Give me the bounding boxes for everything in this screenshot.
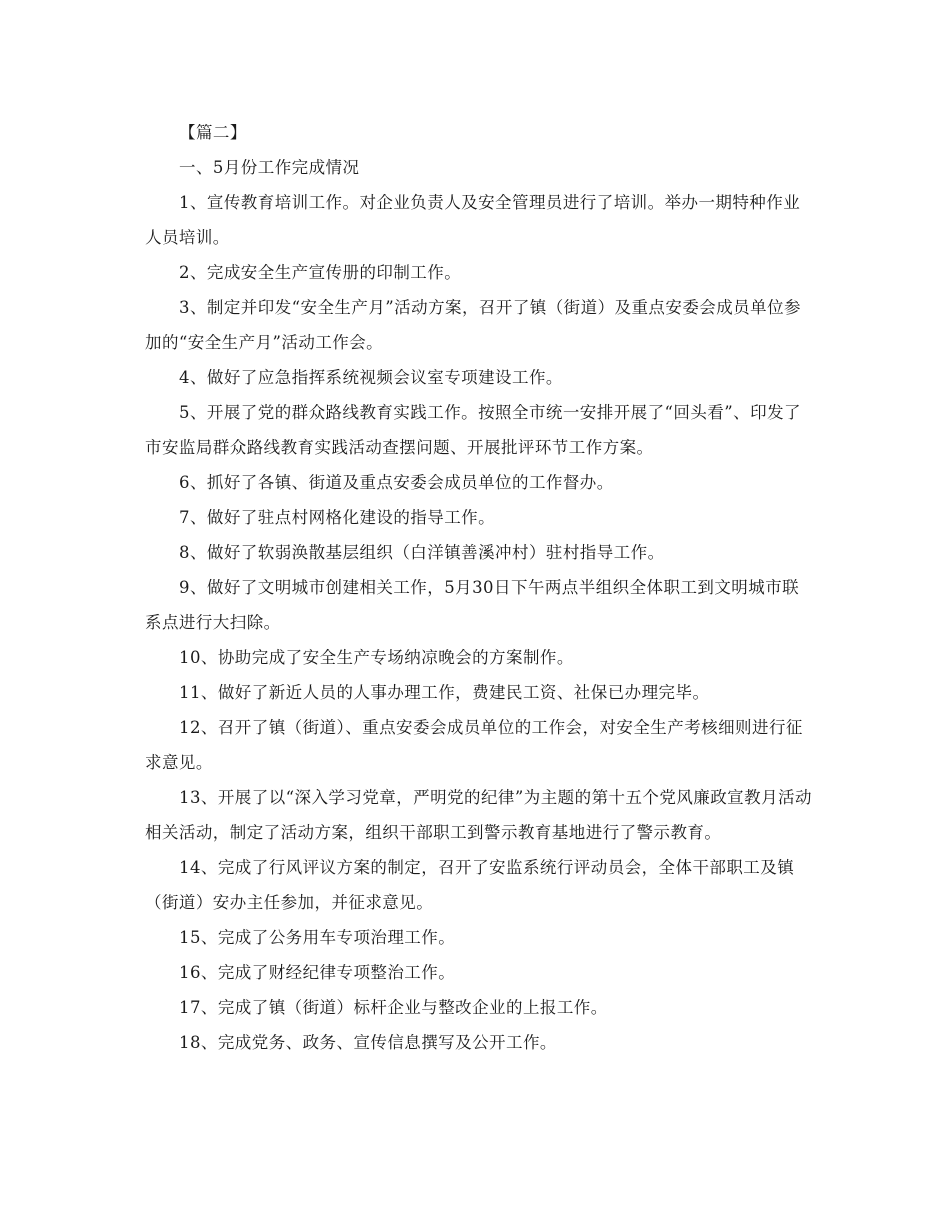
list-item: 9、做好了文明城市创建相关工作，5月30日下午两点半组织全体职工到文明城市联系点进行大扫除。 — [145, 578, 800, 632]
section-heading: 一、5月份工作完成情况 — [179, 158, 360, 177]
list-item: 14、完成了行风评议方案的制定，召开了安监系统行评动员会，全体干部职工及镇（街道）安办主任参加，并征求意见。 — [145, 858, 795, 912]
document-title: 【篇二】 — [179, 123, 247, 142]
list-item: 1、宣传教育培训工作。对企业负责人及安全管理员进行了培训。举办一期特种作业人员培训。 — [145, 193, 801, 247]
list-item: 6、抓好了各镇、街道及重点安委会成员单位的工作督办。 — [179, 473, 614, 492]
list-item: 7、做好了驻点村网格化建设的指导工作。 — [179, 508, 496, 527]
list-item: 4、做好了应急指挥系统视频会议室专项建设工作。 — [179, 368, 563, 387]
list-item: 17、完成了镇（街道）标杆企业与整改企业的上报工作。 — [179, 998, 608, 1017]
list-item: 5、开展了党的群众路线教育实践工作。按照全市统一安排开展了“回头看”、印发了市安监局群众路线教育实践活动查摆问题、开展批评环节工作方案。 — [145, 403, 801, 457]
list-item: 13、开展了以“深入学习党章，严明党的纪律”为主题的第十五个党风廉政宣教月活动相关活动，制定了活动方案，组织干部职工到警示教育基地进行了警示教育。 — [145, 788, 812, 842]
list-item: 2、完成安全生产宣传册的印制工作。 — [179, 263, 462, 282]
list-item: 18、完成党务、政务、宣传信息撰写及公开工作。 — [179, 1033, 557, 1052]
list-item: 12、召开了镇（街道）、重点安委会成员单位的工作会，对安全生产考核细则进行征求意见。 — [145, 718, 803, 772]
list-item: 15、完成了公务用车专项治理工作。 — [179, 928, 456, 947]
list-item: 10、协助完成了安全生产专场纳凉晚会的方案制作。 — [179, 648, 574, 667]
list-item: 8、做好了软弱涣散基层组织（白洋镇善溪冲村）驻村指导工作。 — [179, 543, 665, 562]
list-item: 3、制定并印发“安全生产月”活动方案，召开了镇（街道）及重点安委会成员单位参加的“安全生产月”活动工作会。 — [145, 298, 801, 352]
document-body — [145, 115, 813, 1060]
list-item: 16、完成了财经纪律专项整治工作。 — [179, 963, 456, 982]
list-item: 11、做好了新近人员的人事办理工作，费建民工资、社保已办理完毕。 — [179, 683, 710, 702]
